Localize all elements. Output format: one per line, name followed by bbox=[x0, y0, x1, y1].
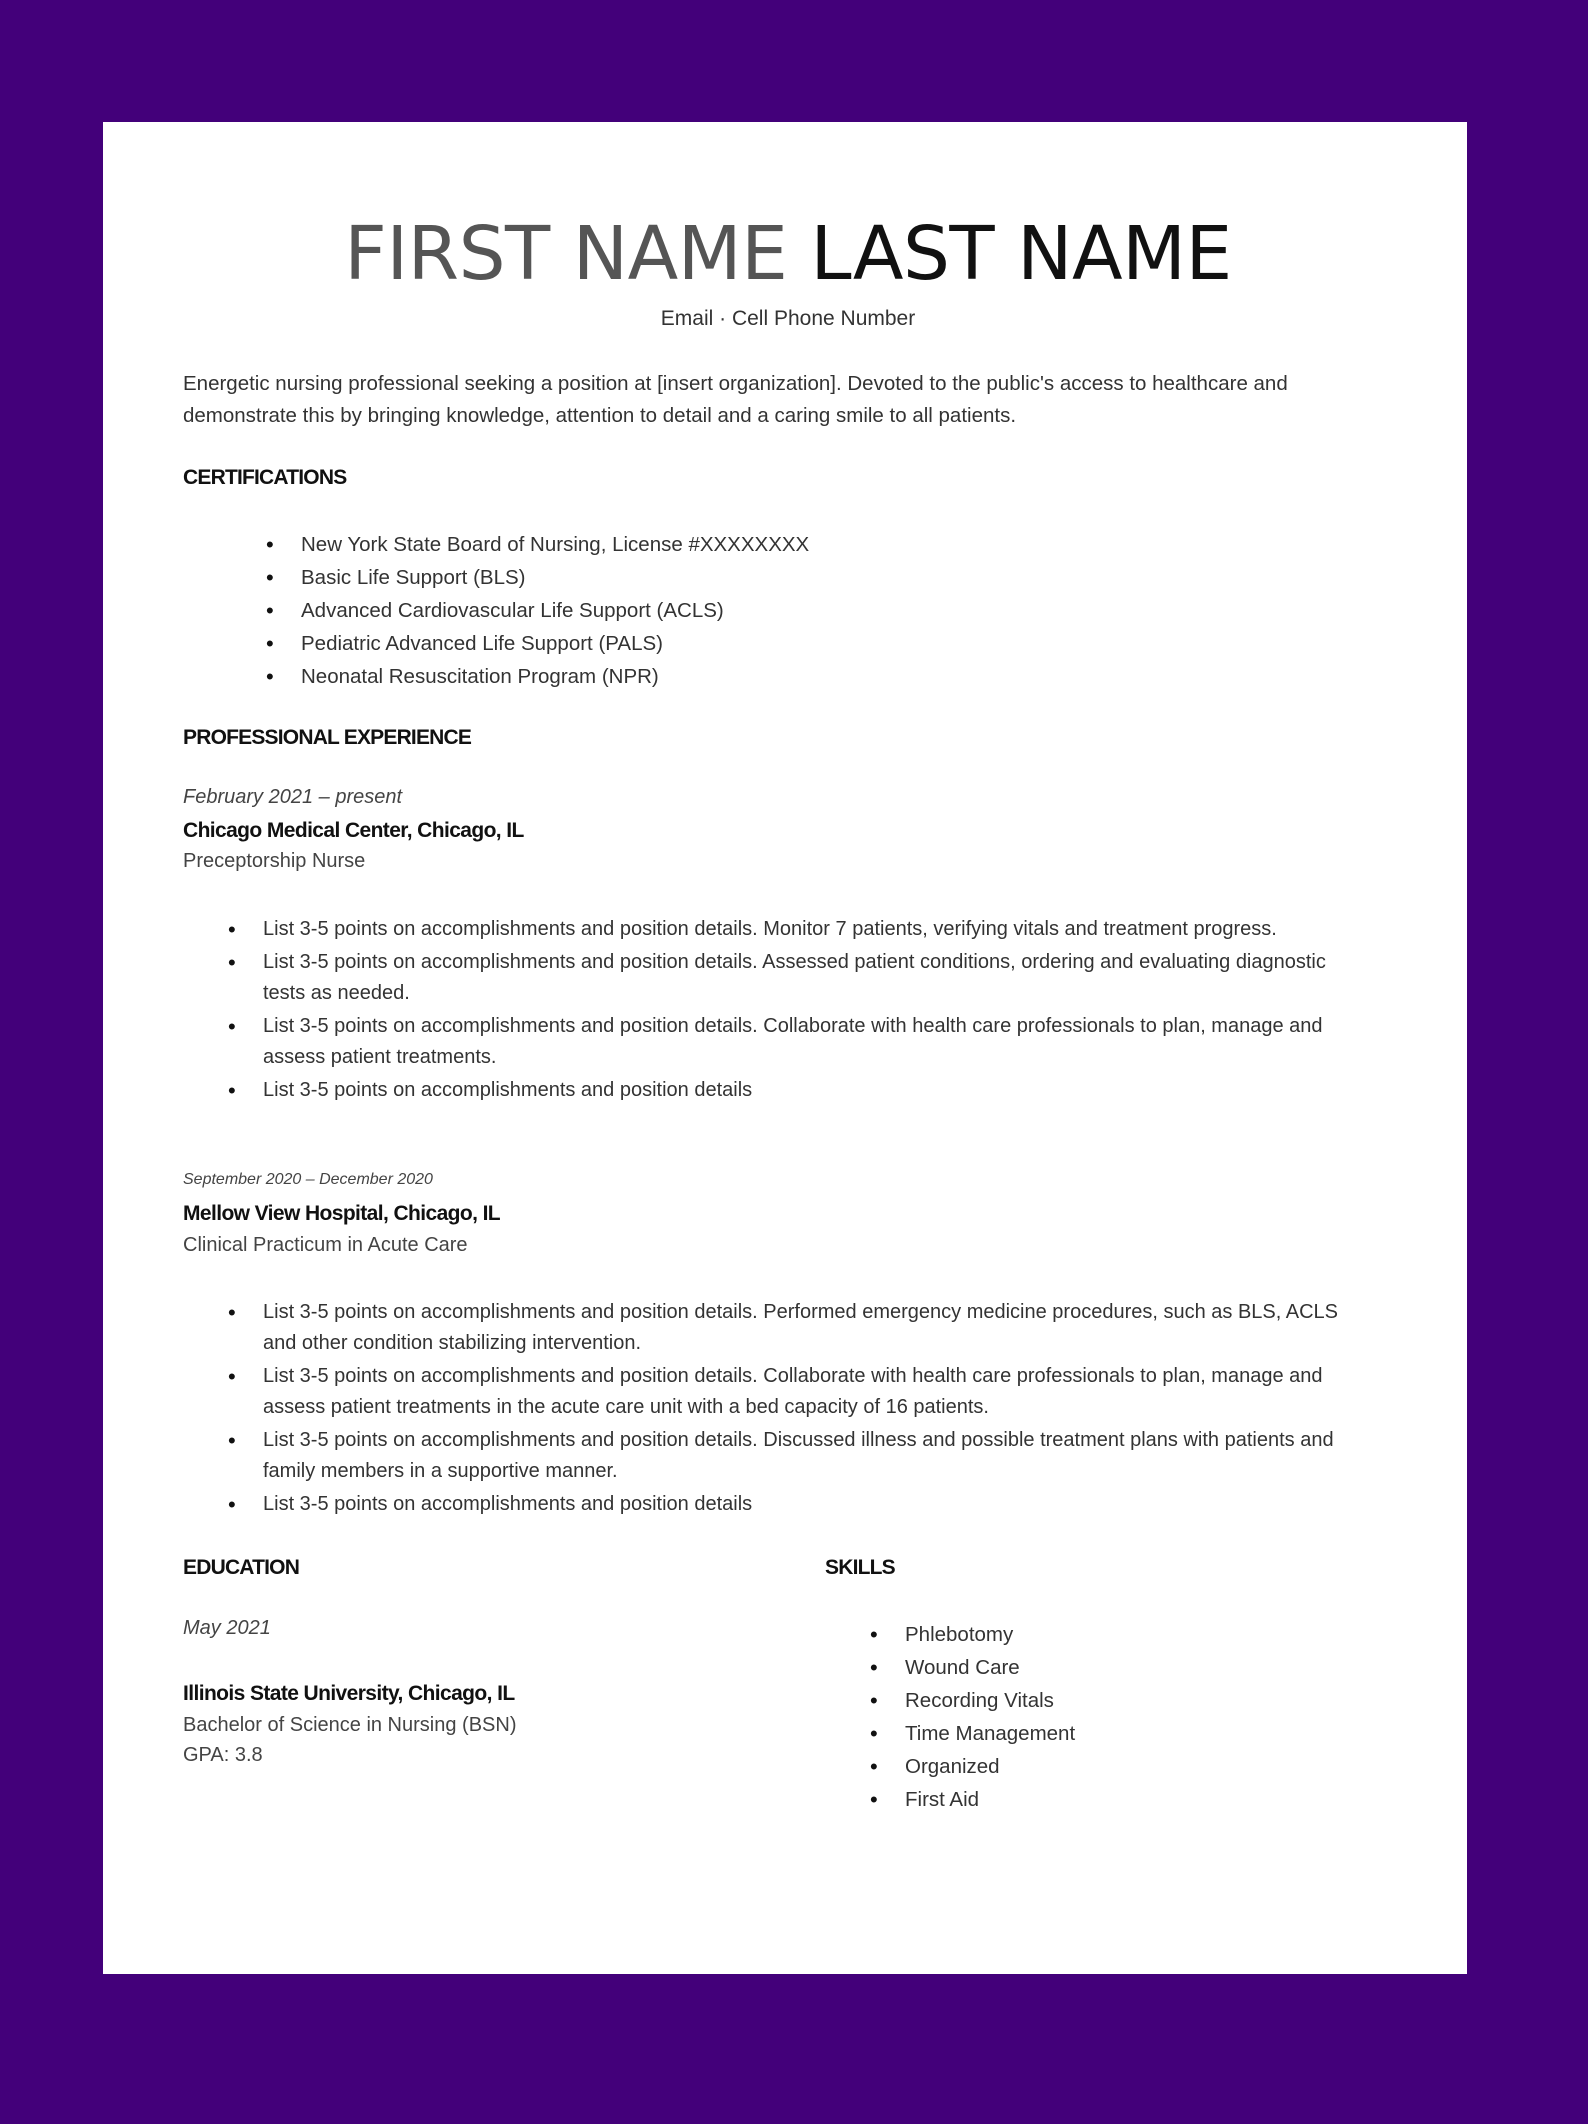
list-item: • List 3-5 points on accomplishments and position details bbox=[263, 1075, 1343, 1106]
education-school: Illinois State University, Chicago, IL bbox=[183, 1682, 515, 1705]
first-name: FIRST NAME bbox=[344, 211, 788, 297]
job-bullets bbox=[263, 1297, 1343, 1522]
list-item: • List 3-5 points on accomplishments and position details. Discussed illness and possible treatment plans with patients and family members in a supportive manner. bbox=[263, 1425, 1343, 1487]
certifications-heading: CERTIFICATIONS bbox=[183, 466, 347, 489]
job-role: Clinical Practicum in Acute Care bbox=[183, 1234, 468, 1256]
skills-heading: SKILLS bbox=[825, 1556, 895, 1579]
list-item: • List 3-5 points on accomplishments and position details. Collaborate with health care professionals to plan, manage and assess patient treatments. bbox=[263, 1011, 1343, 1073]
list-item: • Recording Vitals bbox=[905, 1684, 1075, 1717]
last-name: LAST NAME bbox=[810, 211, 1232, 297]
education-degree: Bachelor of Science in Nursing (BSN) bbox=[183, 1714, 517, 1736]
list-item: • List 3-5 points on accomplishments and position details. Assessed patient conditions, ordering and evaluating diagnostic tests as needed. bbox=[263, 947, 1343, 1009]
education-heading: EDUCATION bbox=[183, 1556, 300, 1579]
certifications-list bbox=[301, 528, 809, 693]
summary-paragraph: Energetic nursing professional seeking a position at [insert organization]. Devoted to the public's access to healthcare and demonstrate this by bringing knowledge, attention to detail and a caring smile to all patients. bbox=[183, 372, 1288, 427]
job-organization: Chicago Medical Center, Chicago, IL bbox=[183, 819, 524, 842]
full-name bbox=[183, 211, 1393, 297]
list-item: • Advanced Cardiovascular Life Support (ACLS) bbox=[301, 594, 809, 627]
list-item: • Pediatric Advanced Life Support (PALS) bbox=[301, 627, 809, 660]
list-item: • Neonatal Resuscitation Program (NPR) bbox=[301, 660, 809, 693]
job-organization: Mellow View Hospital, Chicago, IL bbox=[183, 1202, 501, 1225]
list-item: • List 3-5 points on accomplishments and position details. Monitor 7 patients, verifying vitals and treatment progress. bbox=[263, 914, 1343, 945]
list-item: • List 3-5 points on accomplishments and position details. Performed emergency medicine procedures, such as BLS, ACLS and other condition stabilizing intervention. bbox=[263, 1297, 1343, 1359]
list-item: • Organized bbox=[905, 1750, 1075, 1783]
list-item: • List 3-5 points on accomplishments and position details. Collaborate with health care professionals to plan, manage and assess patient treatments in the acute care unit with a bed capacity of 16 patients. bbox=[263, 1361, 1343, 1423]
experience-heading: PROFESSIONAL EXPERIENCE bbox=[183, 726, 472, 749]
list-item: • New York State Board of Nursing, License #XXXXXXXX bbox=[301, 528, 809, 561]
list-item: • Phlebotomy bbox=[905, 1618, 1075, 1651]
resume-page bbox=[103, 122, 1467, 1974]
job-date: February 2021 – present bbox=[183, 786, 403, 808]
list-item: • Wound Care bbox=[905, 1651, 1075, 1684]
list-item: • Basic Life Support (BLS) bbox=[301, 561, 809, 594]
contact-line: Email · Cell Phone Number bbox=[660, 307, 916, 330]
list-item: • Time Management bbox=[905, 1717, 1075, 1750]
list-item: • First Aid bbox=[905, 1783, 1075, 1816]
job-bullets bbox=[263, 914, 1343, 1108]
education-gpa: GPA: 3.8 bbox=[183, 1744, 263, 1766]
education-date: May 2021 bbox=[183, 1617, 271, 1639]
skills-list bbox=[905, 1618, 1075, 1816]
job-role: Preceptorship Nurse bbox=[183, 850, 366, 872]
job-date: September 2020 – December 2020 bbox=[183, 1171, 433, 1188]
list-item: • List 3-5 points on accomplishments and position details bbox=[263, 1489, 1343, 1520]
